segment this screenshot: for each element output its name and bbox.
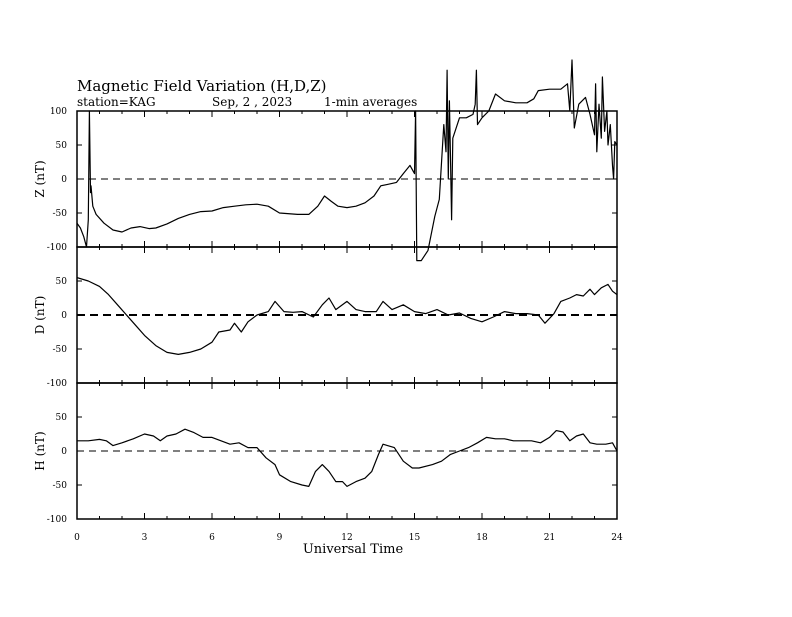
x-tick-label: 18 [476, 533, 488, 543]
y-tick-label: -50 [52, 345, 67, 355]
y-tick-label: -100 [46, 243, 67, 253]
x-tick-label: 0 [74, 533, 80, 543]
y-axis-label-z: Z (nT) [33, 160, 47, 198]
y-tick-label: -50 [52, 209, 67, 219]
y-tick-label: 0 [61, 311, 67, 321]
y-tick-label: 100 [49, 107, 67, 117]
y-tick-label: 0 [61, 447, 67, 457]
y-tick-label: -50 [52, 481, 67, 491]
x-axis-label: Universal Time [302, 542, 404, 557]
y-tick-label: 50 [55, 277, 67, 287]
y-tick-label: -100 [46, 379, 67, 389]
x-tick-label: 24 [611, 533, 623, 543]
chart-title: Magnetic Field Variation (H,D,Z) [77, 77, 327, 95]
plot-layer [33, 60, 623, 543]
x-tick-label: 3 [141, 533, 148, 543]
x-tick-label: 12 [341, 533, 353, 543]
y-tick-label: 50 [55, 141, 67, 151]
y-axis-label-h: H (nT) [33, 431, 47, 471]
series-line-h [77, 429, 617, 486]
y-axis-label-d: D (nT) [33, 295, 47, 335]
y-tick-label: 0 [61, 175, 67, 185]
date-label: Sep, 2 , 2023 [212, 95, 293, 109]
x-tick-label: 15 [408, 533, 421, 543]
x-tick-label: 9 [276, 533, 283, 543]
y-tick-label: 50 [55, 413, 67, 423]
x-tick-label: 21 [543, 533, 556, 543]
station-label: station=KAG [77, 95, 156, 109]
averaging-label: 1-min averages [324, 95, 418, 109]
y-tick-label: -100 [46, 515, 67, 525]
x-tick-label: 6 [209, 533, 215, 543]
